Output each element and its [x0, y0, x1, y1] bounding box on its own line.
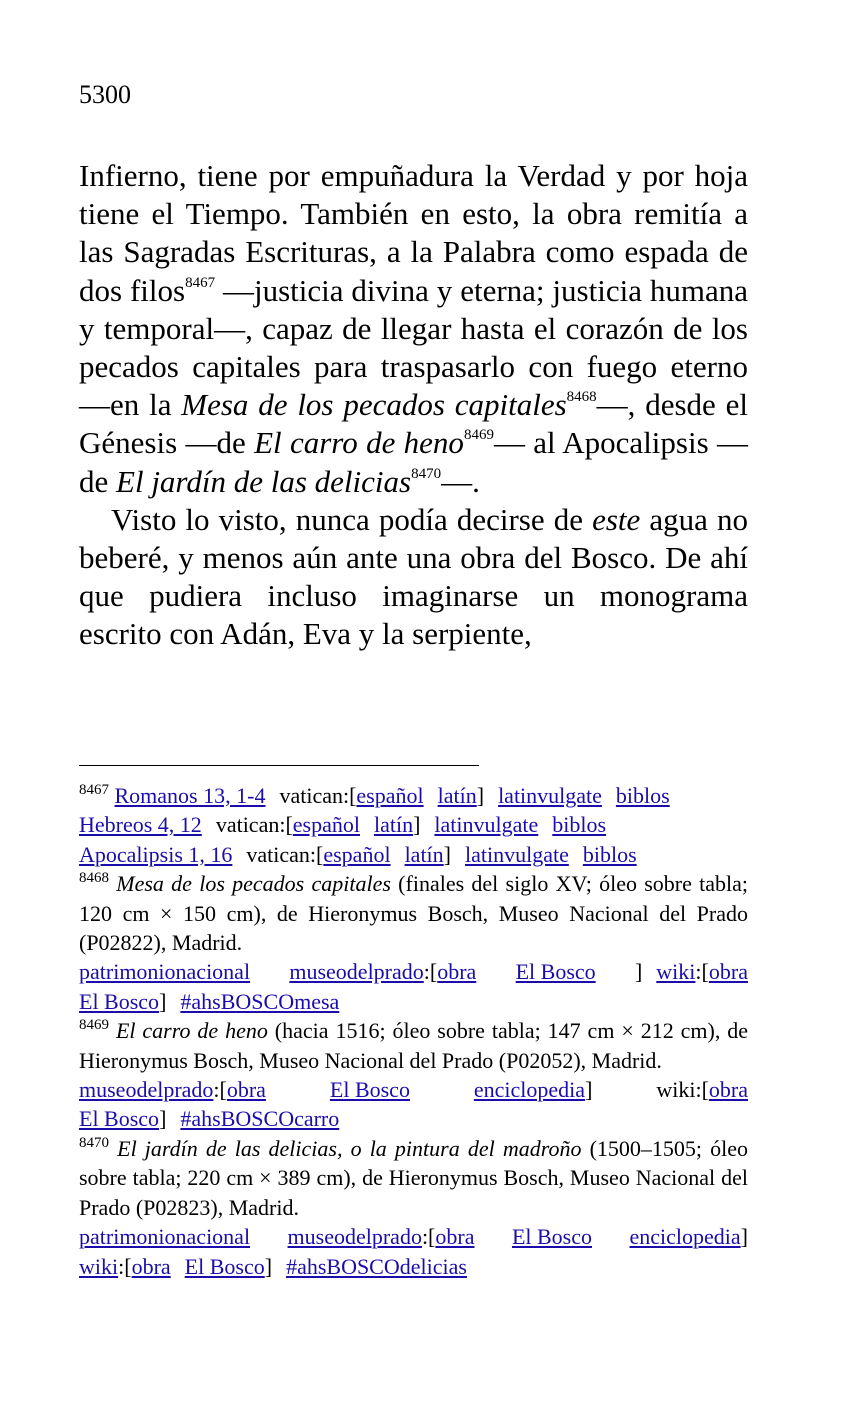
paragraph: Visto lo visto, nunca podía decirse de este agua no beberé, y menos aún ante una obra del Bosco. De ahí que pudiera incluso imaginarse un monograma escrito con Adán, Eva y la serpiente,: [79, 501, 748, 652]
wiki-bosco-link[interactable]: El Bosco: [79, 988, 160, 1014]
footnote-links: patrimonionacional museodelprado:[obra El Bosco enciclopedia]: [79, 1222, 748, 1251]
hashtag-link[interactable]: #ahsBOSCOcarro: [180, 1106, 340, 1132]
bible-reference-link[interactable]: Apocalipsis 1, 16: [79, 841, 233, 867]
wiki-bosco-link[interactable]: El Bosco: [79, 1106, 160, 1132]
prado-obra-link[interactable]: obra: [435, 1224, 475, 1250]
latinvulgate-link[interactable]: latinvulgate: [434, 812, 539, 838]
footnote-links: El Bosco] #ahsBOSCOcarro: [79, 1106, 340, 1132]
vatican-spanish-link[interactable]: español: [356, 783, 424, 808]
footnote-8468: [79, 869, 748, 1016]
footnote-8467: [79, 781, 748, 869]
emphasis: este: [592, 501, 641, 537]
biblos-link[interactable]: biblos: [552, 812, 607, 838]
artwork-title: Mesa de los pecados capitales: [116, 871, 391, 897]
biblos-link[interactable]: biblos: [582, 841, 637, 867]
wiki-link[interactable]: wiki: [656, 959, 696, 985]
biblos-link[interactable]: biblos: [615, 783, 670, 808]
patrimonionacional-link[interactable]: patrimonionacional: [79, 1224, 251, 1250]
footnote-text: $^{8469}$ El carro de heno (hacia 1516; óleo sobre tabla; 147 cm × 212 cm), de Hieronymus Bosch, Museo Nacional del Prado (P02052), Madrid.: [79, 1017, 749, 1073]
prado-obra-link[interactable]: obra: [226, 1077, 266, 1103]
footnote-ref-8467[interactable]: 8467: [185, 274, 216, 291]
vatican-spanish-link[interactable]: español: [323, 841, 391, 867]
artwork-title: El jardín de las delicias, o la pintura del madroño: [117, 1135, 582, 1161]
museodelprado-link[interactable]: museodelprado: [79, 1077, 214, 1103]
vatican-latin-link[interactable]: latín: [437, 783, 477, 808]
footnote-ref-8469[interactable]: 8469: [463, 427, 494, 444]
bible-reference-line: Hebreos 4, 12 vatican:[español latín] latinvulgate biblos: [79, 812, 607, 838]
bible-reference-link[interactable]: Hebreos 4, 12: [79, 812, 202, 838]
artwork-title: El carro de heno: [254, 425, 464, 461]
footnote-ref-8468[interactable]: 8468: [566, 389, 597, 406]
prado-bosco-link[interactable]: El Bosco: [515, 959, 596, 985]
footnote-links: museodelprado:[obra El Bosco enciclopedia] wiki:[obra: [79, 1075, 748, 1104]
wiki-bosco-link[interactable]: El Bosco: [184, 1253, 265, 1279]
footnote-ref-8470[interactable]: 8470: [411, 465, 442, 482]
artwork-title: El jardín de las delicias: [116, 463, 412, 499]
museodelprado-link[interactable]: museodelprado: [287, 1224, 422, 1250]
prado-obra-link[interactable]: obra: [437, 959, 477, 985]
enciclopedia-link[interactable]: enciclopedia: [629, 1224, 741, 1250]
footnote-number: 8469: [79, 1017, 109, 1034]
patrimonionacional-link[interactable]: patrimonionacional: [79, 959, 251, 985]
enciclopedia-link[interactable]: enciclopedia: [473, 1077, 586, 1103]
wiki-obra-link[interactable]: obra: [708, 1077, 748, 1103]
footnote-text: $^{8470}$ El jardín de las delicias, o la pintura del madroño (1500–1505; óleo sobre tabla; 220 cm × 389 cm), de Hieronymus Bosch, Museo Nacional del Prado (P02823), Madrid.: [79, 1134, 748, 1220]
footnotes: [79, 781, 748, 1281]
vatican-latin-link[interactable]: latín: [373, 812, 414, 838]
artwork-title: El carro de heno: [115, 1018, 268, 1044]
footnote-8470: [79, 1134, 748, 1281]
hashtag-link[interactable]: #ahsBOSCOdelicias: [286, 1253, 467, 1279]
prado-bosco-link[interactable]: El Bosco: [329, 1077, 410, 1103]
latinvulgate-link[interactable]: latinvulgate: [465, 841, 569, 867]
wiki-obra-link[interactable]: obra: [131, 1253, 171, 1279]
footnote-number: 8467: [79, 782, 109, 798]
footnote-text: $^{8468}$ Mesa de los pecados capitales (finales del siglo XV; óleo sobre tabla; 120 cm × 150 cm), de Hieronymus Bosch, Museo Nacional del Prado (P02822), Madrid.: [79, 870, 749, 956]
latinvulgate-link[interactable]: latinvulgate: [498, 783, 602, 808]
footnote-separator: [79, 765, 479, 766]
footnote-links: wiki:[obra El Bosco] #ahsBOSCOdelicias: [79, 1253, 467, 1279]
bible-reference-link[interactable]: Romanos 13, 1-4: [114, 783, 266, 808]
wiki-link[interactable]: wiki: [79, 1253, 119, 1279]
artwork-title: Mesa de los pecados capitales: [181, 387, 567, 423]
hashtag-link[interactable]: #ahsBOSCOmesa: [180, 988, 340, 1014]
bible-reference-line: Apocalipsis 1, 16 vatican:[español latín] latinvulgate biblos: [79, 841, 637, 867]
footnote-number: 8468: [79, 870, 109, 887]
bible-reference-line: $^{8467}$ Romanos 13, 1-4 vatican:[español latín] latinvulgate biblos: [79, 782, 670, 808]
footnote-links: El Bosco] #ahsBOSCOmesa: [79, 988, 340, 1014]
museodelprado-link[interactable]: museodelprado: [289, 959, 424, 985]
prado-bosco-link[interactable]: El Bosco: [511, 1224, 593, 1250]
vatican-spanish-link[interactable]: español: [292, 812, 360, 838]
footnote-number: 8470: [79, 1134, 109, 1151]
body-text: [79, 157, 748, 654]
footnote-8469: [79, 1016, 748, 1134]
vatican-latin-link[interactable]: latín: [404, 841, 444, 867]
wiki-obra-link[interactable]: obra: [708, 959, 748, 985]
page-number: 5300: [79, 80, 131, 109]
paragraph: Infierno, tiene por empuñadura la Verdad y por hoja tiene el Tiempo. También en esto, la obra remitía a las Sagradas Escrituras, a la Palabra como espada de dos filos$^{8467}$ —justicia divina y eterna; justicia humana y temporal—, capaz de llegar hasta el corazón de los pecados capitales para traspasarlo con fuego eterno —en la Mesa de los pecados capitales$^{8468}$—, desde el Génesis —de El carro de heno$^{8469}$— al Apocalipsis —de El jardín de las delicias$^{8470}$—.: [79, 158, 748, 499]
footnote-links: patrimonionacional museodelprado:[obra El Bosco ] wiki:[obra: [79, 957, 748, 986]
